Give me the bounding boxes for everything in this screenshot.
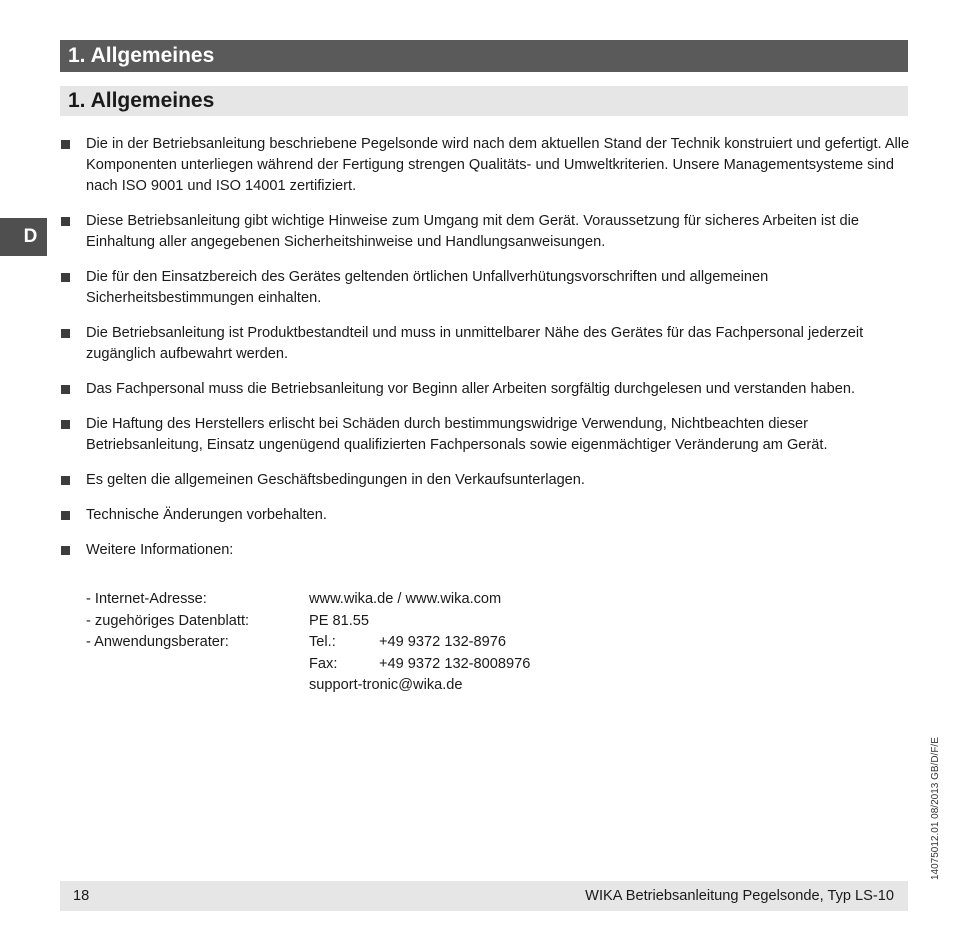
language-tab	[0, 218, 47, 256]
list-item-text: Es gelten die allgemeinen Geschäftsbedingungen in den Verkaufsunterlagen.	[86, 472, 585, 488]
list-item	[60, 379, 910, 400]
bullet-square-icon	[61, 140, 70, 149]
language-tab-label: D	[23, 226, 38, 247]
list-item-text: Die für den Einsatzbereich des Gerätes geltenden örtlichen Unfallverhütungsvorschriften und allgemeinen Sicherheitsbestimmungen einhalten.	[86, 269, 769, 306]
list-item-text: Die Haftung des Herstellers erlischt bei Schäden durch bestimmungswidrige Verwendung, Nichtbeachten dieser Betriebsanleitung, Einsatz ungenügend qualifizierten Fachpersonals sowie eigenmächtiger Veränderung am Gerät.	[86, 416, 828, 453]
list-item	[60, 323, 910, 365]
list-item-text: Die Betriebsanleitung ist Produktbestandteil und muss in unmittelbarer Nähe des Gerätes für das Fachpersonal jederzeit zugänglich aufbewahrt werden.	[86, 325, 864, 362]
email-value[interactable]: support-tronic@wika.de	[309, 677, 463, 693]
list-item	[60, 134, 910, 197]
section-header	[60, 40, 908, 72]
page-number: 18	[73, 888, 90, 904]
fax-label: Fax:	[309, 655, 338, 672]
bullet-square-icon	[61, 546, 70, 555]
footer-title: WIKA Betriebsanleitung Pegelsonde, Typ LS-10	[585, 888, 894, 904]
bullet-square-icon	[61, 511, 70, 520]
list-item	[60, 414, 910, 456]
list-item-text: Diese Betriebsanleitung gibt wichtige Hinweise zum Umgang mit dem Gerät. Voraussetzung für sicheres Arbeiten ist die Einhaltung aller angegebenen Sicherheitshinweise und Handlungsanweisungen.	[86, 213, 860, 250]
list-item	[60, 540, 910, 561]
internet-value[interactable]: www.wika.de / www.wika.com	[309, 591, 502, 607]
bullet-square-icon	[61, 329, 70, 338]
bullet-square-icon	[61, 420, 70, 429]
datasheet-label: - zugehöriges Datenblatt:	[86, 612, 250, 629]
bullet-square-icon	[61, 476, 70, 485]
internet-label: - Internet-Adresse:	[86, 591, 207, 607]
page-footer	[60, 881, 908, 911]
advisor-label: - Anwendungsberater:	[86, 634, 229, 650]
list-item-text: Weitere Informationen:	[86, 542, 234, 558]
fax-value: +49 9372 132-8008976	[379, 655, 531, 672]
list-item-text: Die in der Betriebsanleitung beschriebene Pegelsonde wird nach dem aktuellen Stand der Technik konstruiert und gefertigt. Alle Komponenten unterliegen während der Fertigung strengen Qualitäts- und Umweltkriterien. Unsere Managementsysteme sind nach ISO 9001 und ISO 14001 zertifiziert.	[86, 136, 910, 194]
bullet-list	[60, 134, 910, 575]
list-item	[60, 505, 910, 526]
subsection-header	[60, 86, 908, 116]
list-item-text: Technische Änderungen vorbehalten.	[86, 507, 327, 523]
tel-value: +49 9372 132-8976	[379, 634, 507, 650]
list-item	[60, 470, 910, 491]
datasheet-value: PE 81.55	[309, 612, 370, 629]
list-item	[60, 267, 910, 309]
list-item	[60, 211, 910, 253]
tel-label: Tel.:	[309, 634, 336, 650]
subsection-title: 1. Allgemeines	[68, 89, 215, 112]
section-title: 1. Allgemeines	[68, 44, 215, 67]
document-code: 14075012.01 08/2013 GB/D/F/E	[930, 737, 941, 880]
list-item-text: Das Fachpersonal muss die Betriebsanleitung vor Beginn aller Arbeiten sorgfältig durchgelesen und verstanden haben.	[86, 381, 856, 397]
bullet-square-icon	[61, 385, 70, 394]
bullet-square-icon	[61, 217, 70, 226]
bullet-square-icon	[61, 273, 70, 282]
